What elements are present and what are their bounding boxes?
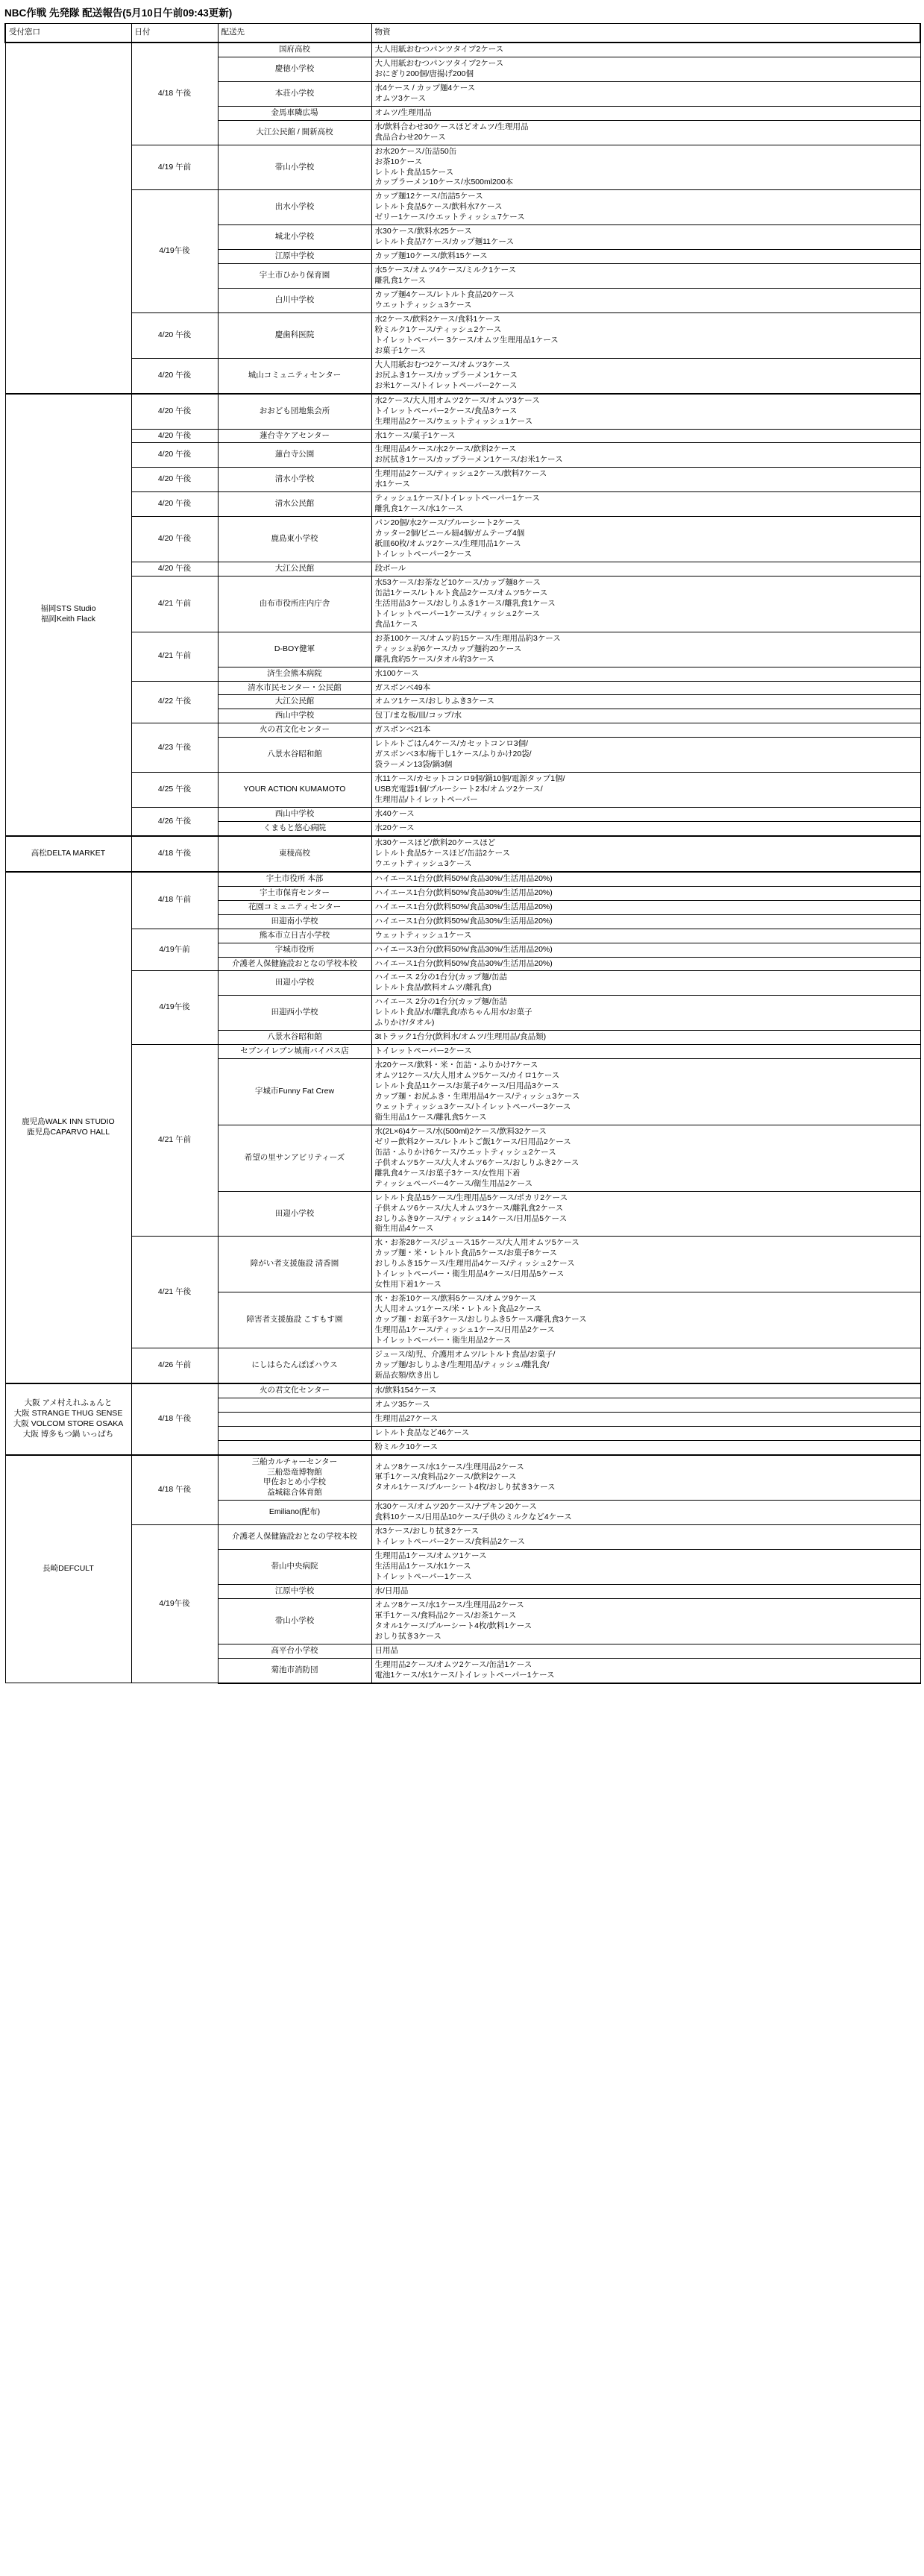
table-row — [5, 312, 920, 358]
reception-window-cell: 高松DELTA MARKET — [5, 836, 131, 872]
destination-cell: 西山中学校 — [218, 808, 371, 822]
page-title: NBC作戦 先発隊 配送報告(5月10日午前09:43更新) — [4, 7, 233, 19]
goods-cell: ハイエース1台分(飲料50%/食品30%/生活用品20%) — [371, 914, 920, 929]
goods-cell: 水30ケース/飲料水25ケース レトルト食品7ケース/カップ麺11ケース — [371, 225, 920, 250]
destination-cell: 蓮台寺ケアセンター — [218, 429, 371, 443]
destination-cell: 介護老人保健施設おとなの学校本校 — [218, 1525, 371, 1550]
goods-cell: 水5ケース/オムツ4ケース/ミルク1ケース 離乳食1ケース — [371, 264, 920, 289]
date-cell: 4/25 午後 — [131, 773, 218, 808]
table-row — [5, 836, 920, 872]
table-body — [5, 43, 920, 1683]
goods-cell: 水53ケース/お茶など10ケース/カップ麺8ケース 缶詰1ケース/レトルト食品2ケース/オムツ5ケース 生活用品3ケース/おしりふき1ケース/離乳食1ケース トイレットペーパー1ケース/ティッシュ2ケース 食品1ケース — [371, 576, 920, 632]
destination-cell: 田迎西小学校 — [218, 996, 371, 1031]
goods-cell: ハイエース 2分の1台分(カップ麺/缶詰 レトルト食品/水/離乳食/赤ちゃん用水/お菓子 ふりかけ/タオル) — [371, 996, 920, 1031]
date-cell: 4/19午後 — [131, 190, 218, 313]
table-header — [5, 24, 920, 43]
date-cell: 4/21 午後 — [131, 1237, 218, 1348]
table-row — [5, 971, 920, 996]
delivery-report-table — [4, 23, 921, 1684]
table-row — [5, 468, 920, 492]
table-row — [5, 929, 920, 943]
goods-cell: パン20個/水2ケース/ブルーシート2ケース カッター2個/ビニール紐4個/ガムテープ4個 紙皿60枚/オムツ2ケース/生理用品1ケース トイレットペーパー2ケース — [371, 517, 920, 562]
table-row — [5, 1525, 920, 1550]
date-cell: 4/21 午前 — [131, 632, 218, 681]
goods-cell: トイレットペーパー2ケース — [371, 1045, 920, 1059]
destination-cell: 慶歯科医院 — [218, 312, 371, 358]
destination-cell: 障がい者支援施設 清香園 — [218, 1237, 371, 1292]
table-row — [5, 1383, 920, 1398]
goods-cell: 水40ケース — [371, 808, 920, 822]
destination-cell: 八景水谷昭和館 — [218, 1031, 371, 1045]
table-row — [5, 1045, 920, 1059]
date-cell: 4/20 午後 — [131, 394, 218, 429]
destination-cell: 蓮台寺公園 — [218, 443, 371, 468]
destination-cell: 江原中学校 — [218, 250, 371, 264]
destination-cell: 慶徳小学校 — [218, 57, 371, 81]
date-cell: 4/20 午後 — [131, 429, 218, 443]
destination-cell: 城北小学校 — [218, 225, 371, 250]
destination-cell: 希望の里サンアビリティーズ — [218, 1125, 371, 1191]
destination-cell: D-BOY健軍 — [218, 632, 371, 667]
destination-cell: 障害者支援施設 こすもす園 — [218, 1292, 371, 1348]
goods-cell: ハイエース3台分(飲料50%/食品30%/生活用品20%) — [371, 943, 920, 957]
destination-cell: 宇土市保育センター — [218, 886, 371, 900]
column-header-goods: 物資 — [371, 24, 920, 43]
destination-cell: 熊本市立日吉小学校 — [218, 929, 371, 943]
date-cell: 4/19 午前 — [131, 145, 218, 190]
table-row — [5, 1455, 920, 1501]
destination-cell: 八景水谷昭和館 — [218, 738, 371, 773]
date-cell: 4/20 午後 — [131, 562, 218, 576]
destination-cell: にしはらたんぽぽハウス — [218, 1348, 371, 1383]
destination-cell: おおども団地集会所 — [218, 394, 371, 429]
date-cell: 4/20 午後 — [131, 468, 218, 492]
reception-window-cell: 長崎DEFCULT — [5, 1455, 131, 1683]
destination-cell: 菊池市消防団 — [218, 1658, 371, 1683]
date-cell: 4/18 午後 — [131, 1455, 218, 1525]
goods-cell: 生理用品27ケース — [371, 1412, 920, 1426]
goods-cell: 水20ケース — [371, 822, 920, 836]
goods-cell: カップ麺4ケース/レトルト食品20ケース ウエットティッシュ3ケース — [371, 289, 920, 313]
goods-cell: ガスボンベ49本 — [371, 681, 920, 695]
date-cell: 4/20 午後 — [131, 312, 218, 358]
table-row — [5, 492, 920, 517]
destination-cell: 帯山中央病院 — [218, 1550, 371, 1585]
destination-cell: 済生会熊本病院 — [218, 667, 371, 681]
goods-cell: 水2ケース/飲料2ケース/食料1ケース 粉ミルク1ケース/ティッシュ2ケース トイレットペーパー 3ケース/オムツ生理用品1ケース お菓子1ケース — [371, 312, 920, 358]
destination-cell: 江原中学校 — [218, 1585, 371, 1599]
goods-cell: 水4ケース / カップ麺4ケース オムツ3ケース — [371, 81, 920, 106]
goods-cell: レトルトごはん4ケース/カセットコンロ3個/ ガスボンベ3本/梅干し1ケース/ふりかけ20袋/ 袋ラーメン13袋/鍋3個 — [371, 738, 920, 773]
destination-cell: セブンイレブン城南バイパス店 — [218, 1045, 371, 1059]
goods-cell: 生理用品2ケース/ティッシュ2ケース/飲料7ケース 水1ケース — [371, 468, 920, 492]
date-cell: 4/18 午後 — [131, 43, 218, 145]
destination-cell: 出水小学校 — [218, 190, 371, 225]
goods-cell: 水・お茶10ケース/飲料5ケース/オムツ9ケース 大人用オムツ1ケース/米・レトルト食品2ケース カップ麺・お菓子3ケース/おしりふき5ケース/離乳食3ケース 生理用品1ケース/ティッシュ1ケース/日用品2ケース トイレットペーパー・衛生用品2ケース — [371, 1292, 920, 1348]
table-row — [5, 808, 920, 822]
goods-cell: ハイエース1台分(飲料50%/食品30%/生活用品20%) — [371, 886, 920, 900]
goods-cell: 大人用紙おむつパンツタイプ2ケース おにぎり200個/唐揚げ200個 — [371, 57, 920, 81]
destination-cell: 西山中学校 — [218, 709, 371, 723]
date-cell: 4/21 午前 — [131, 1045, 218, 1237]
date-cell: 4/18 午前 — [131, 872, 218, 929]
date-cell: 4/20 午後 — [131, 517, 218, 562]
goods-cell: オムツ1ケース/おしりふき3ケース — [371, 695, 920, 709]
table-row — [5, 773, 920, 808]
goods-cell: 段ボール — [371, 562, 920, 576]
destination-cell: 清水市民センター・公民館 — [218, 681, 371, 695]
date-cell: 4/19午後 — [131, 1525, 218, 1683]
goods-cell: 水20ケース/飲料・米・缶詰・ふりかけ7ケース オムツ12ケース/大人用オムツ5ケース/カイロ1ケース レトルト食品11ケース/お菓子4ケース/日用品3ケース カップ麺・お尻ふき・生理用品4ケース/ティッシュ3ケース ウェットティッシュ3ケース/トイレットペーパー3ケース 衛生用品1ケース/離乳食5ケース — [371, 1059, 920, 1125]
table-row — [5, 576, 920, 632]
table-row — [5, 1348, 920, 1383]
goods-cell: ガスボンベ21本 — [371, 723, 920, 738]
table-row — [5, 517, 920, 562]
goods-cell: カップ麺10ケース/飲料15ケース — [371, 250, 920, 264]
table-row — [5, 43, 920, 57]
table-row — [5, 723, 920, 738]
destination-cell: 大江公民館 — [218, 695, 371, 709]
destination-cell: 火の君文化センター — [218, 723, 371, 738]
table-row — [5, 562, 920, 576]
destination-cell — [218, 1412, 371, 1426]
goods-cell: ジュース/幼児、介護用オムツ/レトルト食品/お菓子/ カップ麺/おしりふき/生理用品/ティッシュ/離乳食/ 新品衣類/炊き出し — [371, 1348, 920, 1383]
destination-cell: 城山コミュニティセンター — [218, 358, 371, 393]
date-cell: 4/23 午後 — [131, 723, 218, 773]
destination-cell: 田迎小学校 — [218, 971, 371, 996]
destination-cell: Emiliano(配布) — [218, 1501, 371, 1525]
date-cell: 4/19午前 — [131, 929, 218, 971]
goods-cell: オムツ/生理用品 — [371, 106, 920, 120]
date-cell: 4/19午後 — [131, 971, 218, 1045]
goods-cell: 水11ケース/カセットコンロ9個/鍋10個/電源タップ1個/ USB充電器1個/ブルーシート2本/オムツ2ケース/ 生理用品/トイレットペーパー — [371, 773, 920, 808]
goods-cell: 大人用紙おむつパンツタイプ2ケース — [371, 43, 920, 57]
destination-cell: 金馬車隣広場 — [218, 106, 371, 120]
table-row — [5, 1237, 920, 1292]
destination-cell: 大江公民館 — [218, 562, 371, 576]
destination-cell: 大江公民館 / 開新高校 — [218, 120, 371, 145]
table-row — [5, 358, 920, 393]
reception-window-cell: 大阪 アメ村えれふぁんと 大阪 STRANGE THUG SENSE 大阪 VOLCOM STORE OSAKA 大阪 博多もつ鍋 いっぱち — [5, 1383, 131, 1455]
table-row — [5, 429, 920, 443]
destination-cell: くまもと悠心病院 — [218, 822, 371, 836]
goods-cell: 水/飲料合わせ30ケースほどオムツ/生理用品 食品合わせ20ケース — [371, 120, 920, 145]
destination-cell: YOUR ACTION KUMAMOTO — [218, 773, 371, 808]
goods-cell: カップ麺12ケース/缶詰5ケース レトルト食品5ケース/飲料水7ケース ゼリー1ケース/ウエットティッシュ7ケース — [371, 190, 920, 225]
goods-cell: オムツ8ケース/水1ケース/生理用品2ケース 軍手1ケース/食料品2ケース/お茶1ケース タオル1ケース/ブルーシート4枚/飲料1ケース おしり拭き3ケース — [371, 1599, 920, 1644]
goods-cell: 水1ケース/菓子1ケース — [371, 429, 920, 443]
goods-cell: 水30ケースほど/飲料20ケースほど レトルト食品5ケースほど/缶詰2ケース ウエットティッシュ3ケース — [371, 836, 920, 872]
goods-cell: ハイエース1台分(飲料50%/食品30%/生活用品20%) — [371, 900, 920, 914]
destination-cell: 鹿島東小学校 — [218, 517, 371, 562]
destination-cell: 清水公民館 — [218, 492, 371, 517]
destination-cell: 宇土市役所 本部 — [218, 872, 371, 886]
goods-cell: 水/飲料154ケース — [371, 1383, 920, 1398]
destination-cell: 白川中学校 — [218, 289, 371, 313]
goods-cell: 水3ケース/おしり拭き2ケース トイレットペーパー2ケース/食料品2ケース — [371, 1525, 920, 1550]
goods-cell: レトルト食品など46ケース — [371, 1426, 920, 1440]
table-row — [5, 190, 920, 225]
destination-cell: 国府高校 — [218, 43, 371, 57]
destination-cell: 宇城市Funny Fat Crew — [218, 1059, 371, 1125]
destination-cell: 火の君文化センター — [218, 1383, 371, 1398]
goods-cell: ハイエース1台分(飲料50%/食品30%/生活用品20%) — [371, 872, 920, 886]
goods-cell: お茶100ケース/オムツ約15ケース/生理用品約3ケース ティッシュ約6ケース/カップ麺約20ケース 離乳食約5ケース/タオル約3ケース — [371, 632, 920, 667]
destination-cell: 帯山小学校 — [218, 145, 371, 190]
header-row — [5, 24, 920, 43]
column-header-date: 日付 — [131, 24, 218, 43]
reception-window-cell — [5, 43, 131, 394]
goods-cell: ハイエース1台分(飲料50%/食品30%/生活用品20%) — [371, 957, 920, 971]
goods-cell: お水20ケース/缶詰50缶 お茶10ケース レトルト食品15ケース カップラーメン10ケース/水500ml200本 — [371, 145, 920, 190]
goods-cell: 包丁/まな板/皿/コップ/水 — [371, 709, 920, 723]
destination-cell: 宇土市ひかり保育園 — [218, 264, 371, 289]
destination-cell: 花園コミュニティセンター — [218, 900, 371, 914]
date-cell: 4/18 午後 — [131, 836, 218, 872]
reception-window-cell: 福岡STS Studio 福岡Keith Flack — [5, 394, 131, 836]
table-row — [5, 394, 920, 429]
table-row — [5, 145, 920, 190]
column-header-destination: 配送先 — [218, 24, 371, 43]
destination-cell: 田迎小学校 — [218, 1191, 371, 1237]
goods-cell: オムツ8ケース/水1ケース/生理用品2ケース 軍手1ケース/食料品2ケース/飲料2ケース タオル1ケース/ブルーシート4枚/おしり拭き3ケース — [371, 1455, 920, 1501]
date-cell: 4/26 午前 — [131, 1348, 218, 1383]
table-row — [5, 443, 920, 468]
goods-cell: ウェットティッシュ1ケース — [371, 929, 920, 943]
goods-cell: ティッシュ1ケース/トイレットペーパー1ケース 離乳食1ケース/水1ケース — [371, 492, 920, 517]
goods-cell: 水(2L×6)4ケース/水(500ml)2ケース/飲料32ケース ゼリー飲料2ケース/レトルトご飯1ケース/日用品2ケース 缶詰・ふりかけ6ケース/ウエットティッシュ2ケース 子供オムツ5ケース/大人オムツ6ケース/おしりふき2ケース 離乳食4ケース/お菓子3ケース/女性用下着 ティッシュペーパー4ケース/衛生用品2ケース — [371, 1125, 920, 1191]
destination-cell — [218, 1398, 371, 1412]
goods-cell: 3tトラック1台分(飲料水/オムツ/生理用品/食品類) — [371, 1031, 920, 1045]
goods-cell: 粉ミルク10ケース — [371, 1440, 920, 1454]
goods-cell: 生理用品4ケース/水2ケース/飲料2ケース お尻拭き1ケース/カップラーメン1ケース/お米1ケース — [371, 443, 920, 468]
table-row — [5, 872, 920, 886]
goods-cell: ハイエース 2分の1台分(カップ麺/缶詰 レトルト食品/飲料オムツ/離乳食) — [371, 971, 920, 996]
destination-cell — [218, 1440, 371, 1454]
table-row — [5, 632, 920, 667]
goods-cell: レトルト食品15ケース/生理用品5ケース/ポカリ2ケース 子供オムツ6ケース/大人オムツ3ケース/離乳食2ケース おしりふき9ケース/ティッシュ14ケース/日用品5ケース 衛生用品4ケース — [371, 1191, 920, 1237]
date-cell: 4/26 午後 — [131, 808, 218, 836]
destination-cell: 由布市役所庄内庁舎 — [218, 576, 371, 632]
destination-cell: 三船カルチャーセンター 三船恐竜博物館 甲佐おとめ小学校 益城総合体育館 — [218, 1455, 371, 1501]
goods-cell: 水/日用品 — [371, 1585, 920, 1599]
destination-cell: 東稜高校 — [218, 836, 371, 872]
goods-cell: 日用品 — [371, 1644, 920, 1658]
goods-cell: 水・お茶28ケース/ジュース15ケース/大人用オムツ5ケース カップ麺・米・レトルト食品5ケース/お菓子8ケース おしりふき15ケース/生理用品4ケース/ティッシュ2ケース トイレットペーパー・衛生用品4ケース/日用品5ケース 女性用下着1ケース — [371, 1237, 920, 1292]
destination-cell: 帯山小学校 — [218, 1599, 371, 1644]
reception-window-cell: 鹿児島WALK INN STUDIO 鹿児島CAPARVO HALL — [5, 872, 131, 1383]
goods-cell: 水30ケース/オムツ20ケース/ナプキン20ケース 食料10ケース/日用品10ケース/子供のミルクなど4ケース — [371, 1501, 920, 1525]
goods-cell: 生理用品2ケース/オムツ2ケース/缶詰1ケース 電池1ケース/水1ケース/トイレットペーパー1ケース — [371, 1658, 920, 1683]
date-cell: 4/20 午後 — [131, 443, 218, 468]
goods-cell: オムツ35ケース — [371, 1398, 920, 1412]
goods-cell: 生理用品1ケース/オムツ1ケース 生活用品1ケース/水1ケース トイレットペーパー1ケース — [371, 1550, 920, 1585]
destination-cell: 高平台小学校 — [218, 1644, 371, 1658]
goods-cell: 大人用紙おむつ2ケース/オムツ3ケース お尻ふき1ケース/カップラーメン1ケース お米1ケース/トイレットペーパー2ケース — [371, 358, 920, 393]
destination-cell: 介護老人保健施設おとなの学校本校 — [218, 957, 371, 971]
destination-cell: 本荘小学校 — [218, 81, 371, 106]
date-cell: 4/18 午後 — [131, 1383, 218, 1455]
destination-cell: 宇城市役所 — [218, 943, 371, 957]
column-header-window: 受付窓口 — [5, 24, 131, 43]
table-row — [5, 681, 920, 695]
destination-cell: 清水小学校 — [218, 468, 371, 492]
destination-cell — [218, 1426, 371, 1440]
destination-cell: 田迎南小学校 — [218, 914, 371, 929]
date-cell: 4/21 午前 — [131, 576, 218, 632]
date-cell: 4/20 午後 — [131, 492, 218, 517]
goods-cell: 水100ケース — [371, 667, 920, 681]
date-cell: 4/20 午後 — [131, 358, 218, 393]
goods-cell: 水2ケース/大人用オムツ2ケース/オムツ3ケース トイレットペーパー2ケース/食品3ケース 生理用品2ケース/ウェットティッシュ1ケース — [371, 394, 920, 429]
date-cell: 4/22 午後 — [131, 681, 218, 723]
